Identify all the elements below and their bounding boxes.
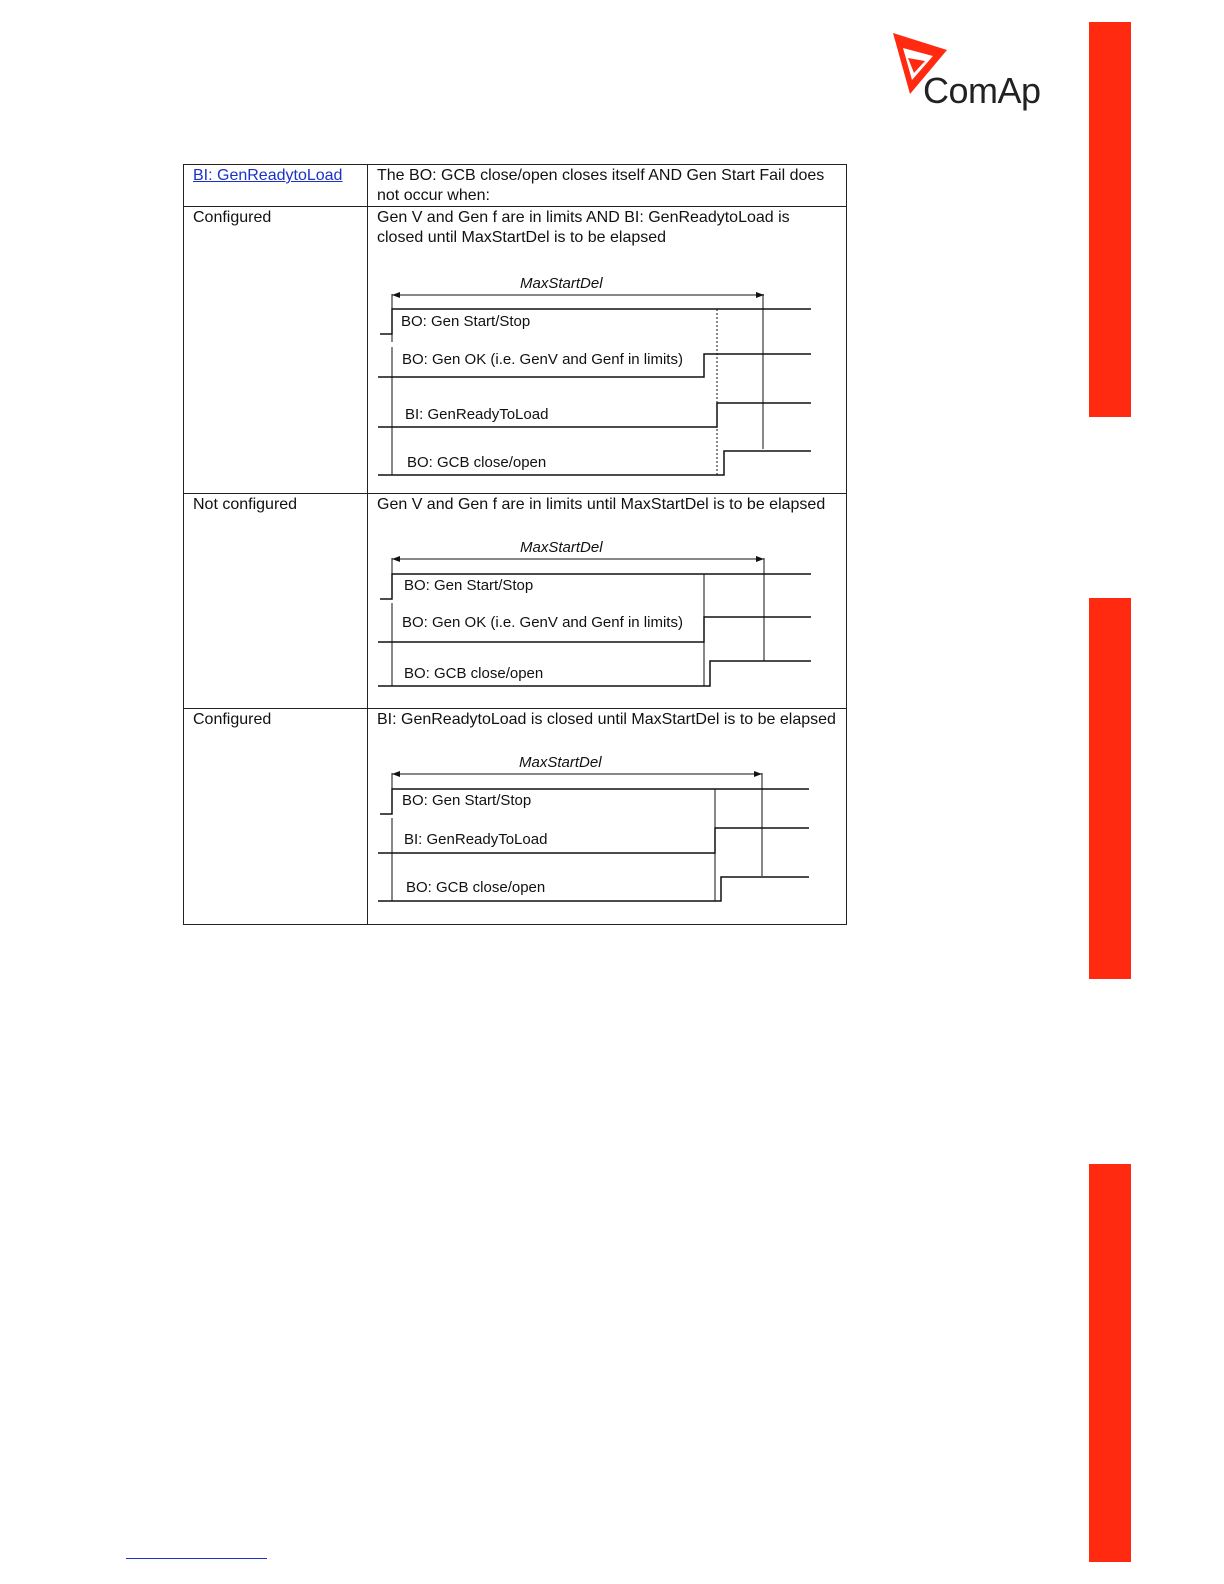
row-condition: Configured (193, 209, 272, 226)
signal-label: BO: GCB close/open (404, 665, 544, 682)
signal-label: BI: GenReadyToLoad (405, 406, 549, 423)
signal-label: BI: GenReadyToLoad (404, 831, 548, 848)
signal-label: BO: GCB close/open (406, 879, 546, 896)
timing-diagram (368, 752, 846, 924)
genreadytoload-table (183, 164, 847, 925)
signal-label: BO: Gen OK (i.e. GenV and Genf in limits) (402, 614, 683, 631)
timer-label: MaxStartDel (519, 754, 602, 771)
signal-label: BO: Gen Start/Stop (402, 792, 532, 809)
footnote-divider (126, 1558, 267, 1559)
timing-diagram (368, 252, 846, 493)
side-tab-3 (1089, 1164, 1131, 1562)
table-row (184, 207, 847, 494)
header-description: The BO: GCB close/open closes itself AND Gen Start Fail does not occur when: (377, 167, 825, 204)
signal-label: BO: Gen Start/Stop (404, 577, 534, 594)
comap-logo (890, 28, 1060, 118)
timing-diagram (368, 537, 846, 708)
signal-label: BO: Gen OK (i.e. GenV and Genf in limits) (402, 351, 683, 368)
table-header-row (184, 165, 847, 207)
genreadytoload-link[interactable]: BI: GenReadytoLoad (193, 167, 343, 184)
timer-label: MaxStartDel (520, 539, 603, 556)
side-tab-1 (1089, 22, 1131, 417)
row-description: Gen V and Gen f are in limits AND BI: GenReadytoLoad is closed until MaxStartDel is to be elapsed (377, 209, 790, 246)
signal-label: BO: Gen Start/Stop (401, 313, 531, 330)
row-description: BI: GenReadytoLoad is closed until MaxStartDel is to be elapsed (377, 711, 836, 728)
side-tab-2 (1089, 598, 1131, 979)
table-row (184, 494, 847, 709)
row-condition: Not configured (193, 496, 298, 513)
row-description: Gen V and Gen f are in limits until MaxStartDel is to be elapsed (377, 496, 826, 513)
table-row (184, 709, 847, 925)
timer-label: MaxStartDel (520, 275, 603, 292)
signal-label: BO: GCB close/open (407, 454, 547, 471)
logo-text: ComAp (923, 70, 1041, 111)
row-condition: Configured (193, 711, 272, 728)
